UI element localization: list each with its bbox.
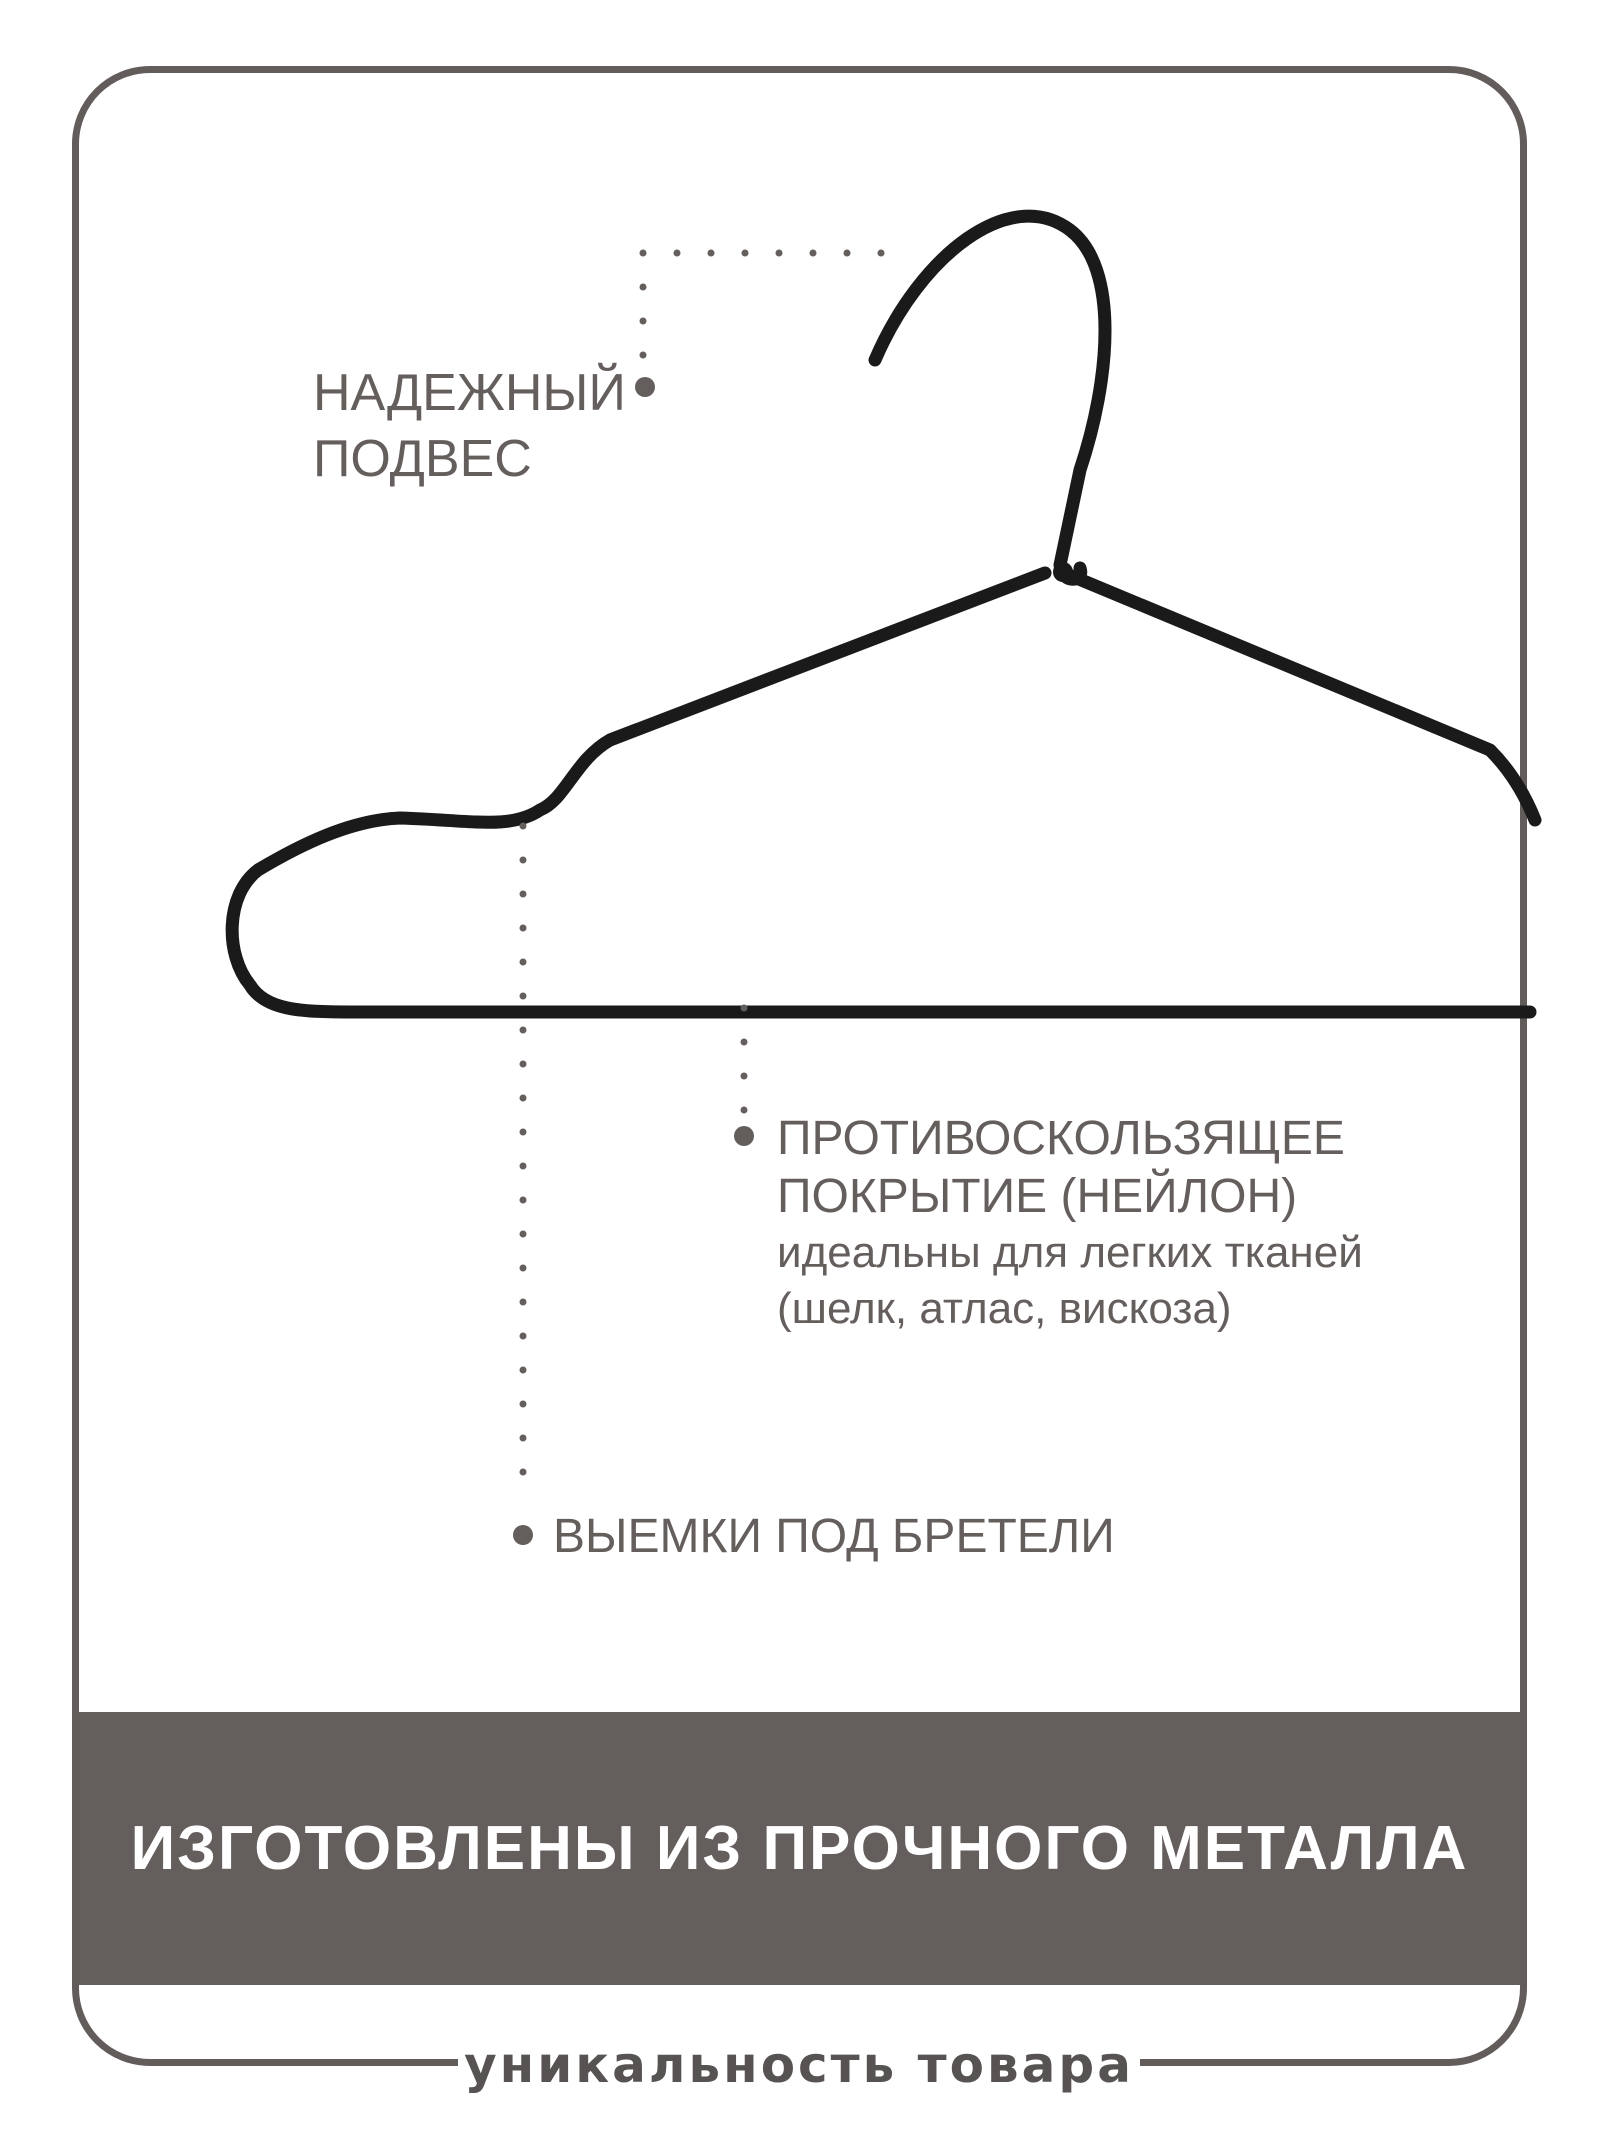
notches-callout xyxy=(553,1508,1115,1566)
material-banner-text: ИЗГОТОВЛЕНЫ ИЗ ПРОЧНОГО МЕТАЛЛА xyxy=(130,1814,1469,1883)
hanger-left-shoulder xyxy=(232,573,1045,1012)
notches-callout-label: ВЫЕМКИ ПОД БРЕТЕЛИ xyxy=(553,1510,1115,1563)
hanger-right-shoulder xyxy=(1062,572,1535,820)
hanger-hook xyxy=(875,216,1105,579)
footer-caption-text: уникальность товара xyxy=(464,2036,1134,2094)
notches-bullet xyxy=(513,1525,533,1545)
hanger-wire xyxy=(232,216,1535,1012)
coating-bullet xyxy=(734,1126,754,1146)
hook-callout xyxy=(313,360,626,492)
coating-callout xyxy=(777,1110,1345,1226)
coating-description-line1: идеальны для легких тканей xyxy=(777,1228,1363,1277)
coating-description-line2: (шелк, атлас, вискоза) xyxy=(777,1284,1232,1333)
material-banner xyxy=(79,1712,1520,1985)
hook-callout-line2: ПОДВЕС xyxy=(313,430,532,488)
footer-caption xyxy=(458,2035,1140,2095)
coating-description xyxy=(777,1225,1363,1337)
hook-callout-line1: НАДЕЖНЫЙ xyxy=(313,364,626,422)
hook-bullet xyxy=(635,377,655,397)
hanger-knot xyxy=(1053,562,1073,582)
coating-callout-line1: ПРОТИВОСКОЛЬЗЯЩЕЕ xyxy=(777,1112,1345,1165)
coating-callout-line2: ПОКРЫТИЕ (НЕЙЛОН) xyxy=(777,1170,1298,1223)
